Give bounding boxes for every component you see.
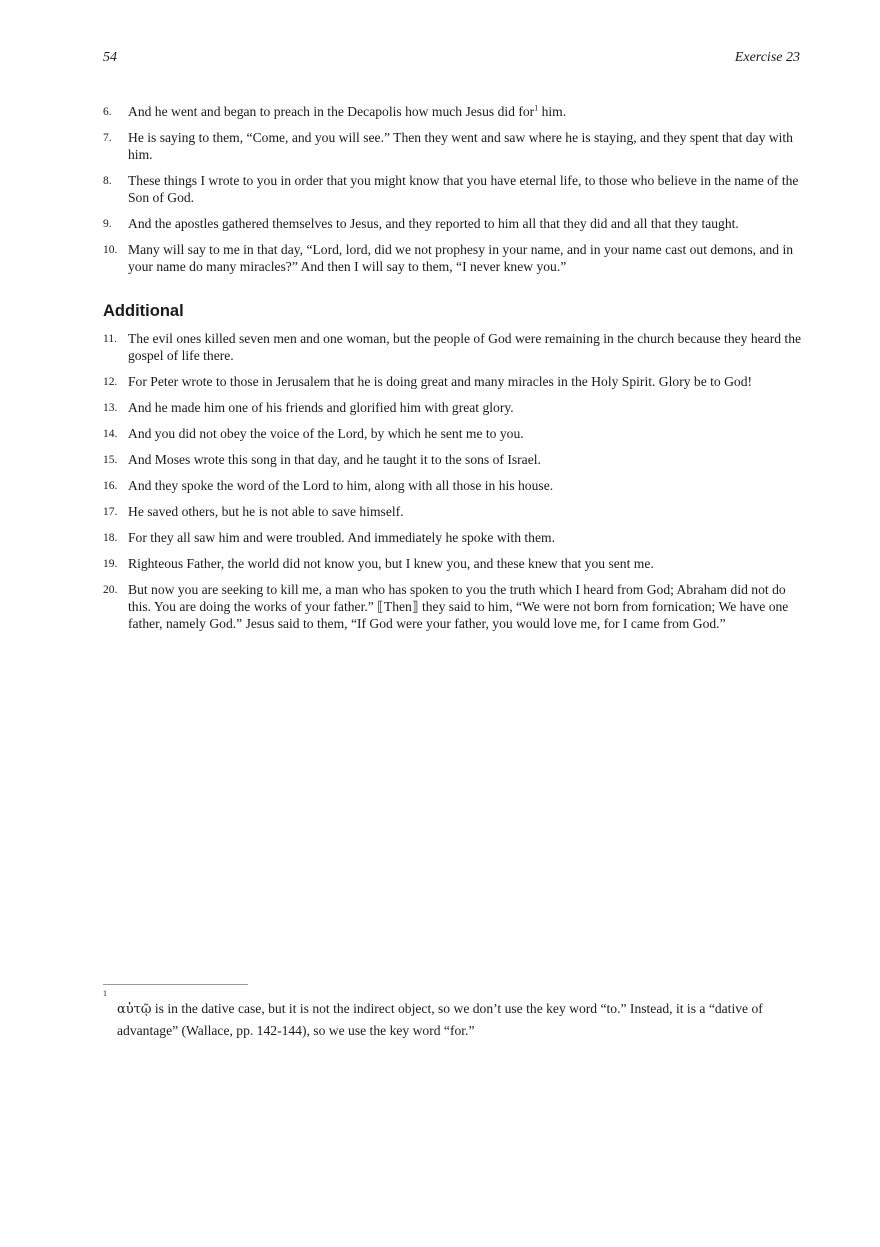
exercise-item-6 (103, 103, 803, 120)
item-number: 20. (103, 584, 118, 596)
item-text: He saved others, but he is not able to save himself. (128, 504, 404, 519)
item-number: 15. (103, 454, 118, 466)
item-number: 19. (103, 558, 118, 570)
exercise-item-7 (103, 129, 803, 163)
footnote-greek-word: αὐτῷ (117, 1002, 152, 1017)
item-text: For they all saw him and were troubled. And immediately he spoke with them. (128, 530, 555, 545)
item-text: And they spoke the word of the Lord to him, along with all those in his house. (128, 478, 554, 493)
item-number: 9. (103, 218, 112, 230)
item-text: Many will say to me in that day, “Lord, lord, did we not prophesy in your name, and in your name cast out demons, and in your name do many miracles?” And then I will say to them, “I never knew you.” (128, 242, 794, 274)
page-number: 54 (103, 50, 117, 65)
exercise-item-16 (103, 477, 803, 494)
running-header (103, 50, 800, 70)
item-number: 18. (103, 532, 118, 544)
footnote-ref[interactable]: 1 (534, 103, 539, 113)
item-text: And he went and began to preach in the Decapolis how much Jesus did for (128, 104, 535, 119)
item-number: 11. (103, 333, 117, 345)
item-text: For Peter wrote to those in Jerusalem that he is doing great and many miracles in the Holy Spirit. Glory be to God! (128, 374, 753, 389)
item-text: He is saying to them, “Come, and you will see.” Then they went and saw where he is staying, and they spent that day with him. (128, 130, 793, 162)
item-number: 8. (103, 175, 112, 187)
item-text: And the apostles gathered themselves to Jesus, and they reported to him all that they did and all that they taught. (128, 216, 739, 231)
footnote-text (117, 998, 807, 1041)
exercise-item-17 (103, 503, 803, 520)
item-text-end: him. (538, 104, 567, 119)
exercise-item-12 (103, 373, 803, 390)
exercise-item-10 (103, 241, 803, 275)
item-text: And Moses wrote this song in that day, and he taught it to the sons of Israel. (128, 452, 541, 467)
exercise-item-20 (103, 581, 803, 632)
item-text: But now you are seeking to kill me, a man who has spoken to you the truth which I heard from God; Abraham did not do this. You are doing the works of your father.” ⟦Then⟧ they said to him, “We were not born from fornication; We have one father, namely God.” Jesus said to them, “If God were your father, you would love me, for I came from God.” (128, 582, 789, 631)
item-number: 7. (103, 132, 112, 144)
exercise-item-8 (103, 172, 803, 206)
exercise-list (103, 103, 803, 284)
exercise-item-15 (103, 451, 803, 468)
additional-list (103, 330, 803, 641)
exercise-item-11 (103, 330, 803, 364)
exercise-item-14 (103, 425, 803, 442)
item-number: 10. (103, 244, 118, 256)
item-text: These things I wrote to you in order that you might know that you have eternal life, to those who believe in the name of the Son of God. (128, 173, 799, 205)
exercise-item-9 (103, 215, 803, 232)
item-text: The evil ones killed seven men and one woman, but the people of God were remaining in the church because they heard the gospel of life there. (128, 331, 802, 363)
item-number: 17. (103, 506, 118, 518)
footnote-divider (103, 984, 248, 985)
item-text: And you did not obey the voice of the Lord, by which he sent me to you. (128, 426, 524, 441)
chapter-title: Exercise 23 (734, 50, 800, 65)
exercise-item-19 (103, 555, 803, 572)
item-number: 16. (103, 480, 118, 492)
exercise-item-18 (103, 529, 803, 546)
item-text: Righteous Father, the world did not know you, but I knew you, and these knew that you sent me. (128, 556, 654, 571)
item-number: 13. (103, 402, 118, 414)
section-heading-additional: Additional (103, 302, 184, 320)
item-number: 14. (103, 428, 118, 440)
item-number: 6. (103, 106, 112, 118)
exercise-item-13 (103, 399, 803, 416)
footnote-body: is in the dative case, but it is not the indirect object, so we don’t use the key word “to.” Instead, it is a “dative of advantage” (Wallace, pp. 142-144), so we use the key word “for.” (117, 1001, 763, 1038)
item-text: And he made him one of his friends and glorified him with great glory. (128, 400, 514, 415)
footnote-marker: 1 (103, 989, 107, 998)
item-number: 12. (103, 376, 118, 388)
